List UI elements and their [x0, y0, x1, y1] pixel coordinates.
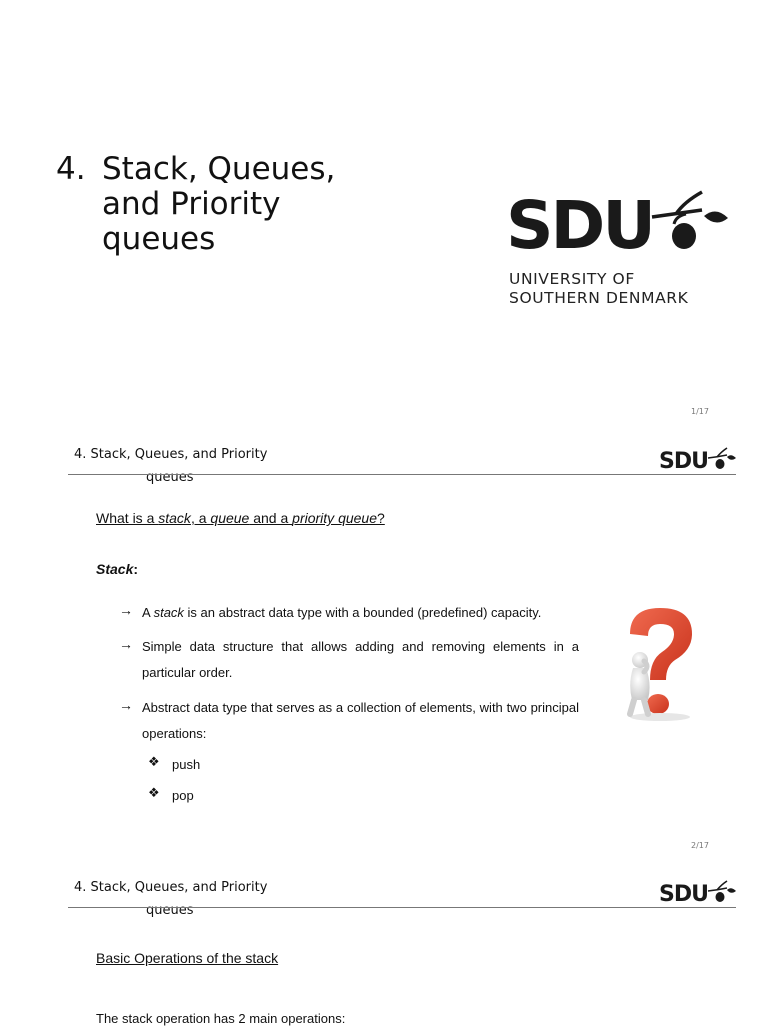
q-queue: queue — [210, 510, 250, 526]
apple-branch-icon — [708, 881, 736, 902]
university-line-2: SOUTHERN DENMARK — [509, 289, 689, 307]
sdu-logo-graphic — [506, 186, 732, 256]
header-line-2: queues — [146, 470, 194, 485]
op-push: push — [172, 757, 201, 772]
sdu-logo-small-text: SDU — [659, 882, 708, 905]
slide-title-number: 4. — [56, 151, 86, 187]
bullet-1 — [142, 600, 579, 626]
q-part: and a — [249, 510, 293, 526]
bullet-2: Simple data structure that allows adding and removing elements in a particular order. — [142, 639, 579, 680]
sdu-logo — [506, 186, 732, 260]
bullet-3: Abstract data type that serves as a collection of elements, with two principal operations: — [142, 700, 579, 741]
four-diamond-bullet-icon: ❖ — [148, 754, 160, 769]
op-pop: pop — [172, 788, 194, 803]
stack-label-colon: : — [133, 561, 139, 577]
header-line-2: queues — [146, 903, 194, 918]
sdu-logo-small-graphic — [659, 879, 737, 905]
basic-operations-heading: Basic Operations of the stack — [96, 950, 279, 966]
four-diamond-bullet-icon: ❖ — [148, 785, 160, 800]
slide-header-title — [74, 876, 267, 922]
q-priority-queue: priority queue — [292, 510, 377, 526]
sdu-logo-small — [659, 446, 737, 476]
q-part: ? — [377, 510, 385, 526]
q-part: What is a — [96, 510, 159, 526]
slide-title: Stack, Queues, and Priority queues — [102, 151, 336, 257]
right-arrow-icon: → — [119, 697, 133, 713]
apple-branch-icon — [708, 448, 736, 469]
sdu-logo-small-text: SDU — [659, 449, 708, 472]
question-mark-figure — [620, 604, 700, 726]
page-number: 2/17 — [691, 841, 709, 850]
bullet-1-text: A — [142, 605, 154, 620]
page-number: 1/17 — [691, 407, 709, 416]
stack-label-text: Stack — [96, 561, 134, 577]
sdu-logo-small — [659, 879, 737, 909]
bullet-1-stack: stack — [153, 605, 184, 620]
bullet-1-text: is an abstract data type with a bounded (predefined) capacity. — [183, 605, 542, 620]
q-part: , a — [190, 510, 211, 526]
right-arrow-icon: → — [119, 602, 133, 618]
question-mark-icon — [620, 604, 700, 722]
header-divider — [68, 907, 736, 908]
question-heading — [96, 510, 385, 526]
university-name — [509, 270, 688, 308]
q-stack: stack — [158, 510, 191, 526]
right-arrow-icon: → — [119, 636, 133, 652]
sdu-logo-text: SDU — [506, 187, 653, 256]
slide-header-title — [74, 443, 267, 489]
apple-branch-icon — [652, 192, 728, 249]
header-divider — [68, 474, 736, 475]
stack-operations-intro: The stack operation has 2 main operations: — [96, 1011, 346, 1026]
sdu-logo-small-graphic — [659, 446, 737, 472]
university-line-1: UNIVERSITY OF — [509, 270, 635, 288]
header-line-1: 4. Stack, Queues, and Priority — [74, 880, 268, 895]
stack-label — [96, 561, 138, 577]
header-line-1: 4. Stack, Queues, and Priority — [74, 447, 268, 462]
